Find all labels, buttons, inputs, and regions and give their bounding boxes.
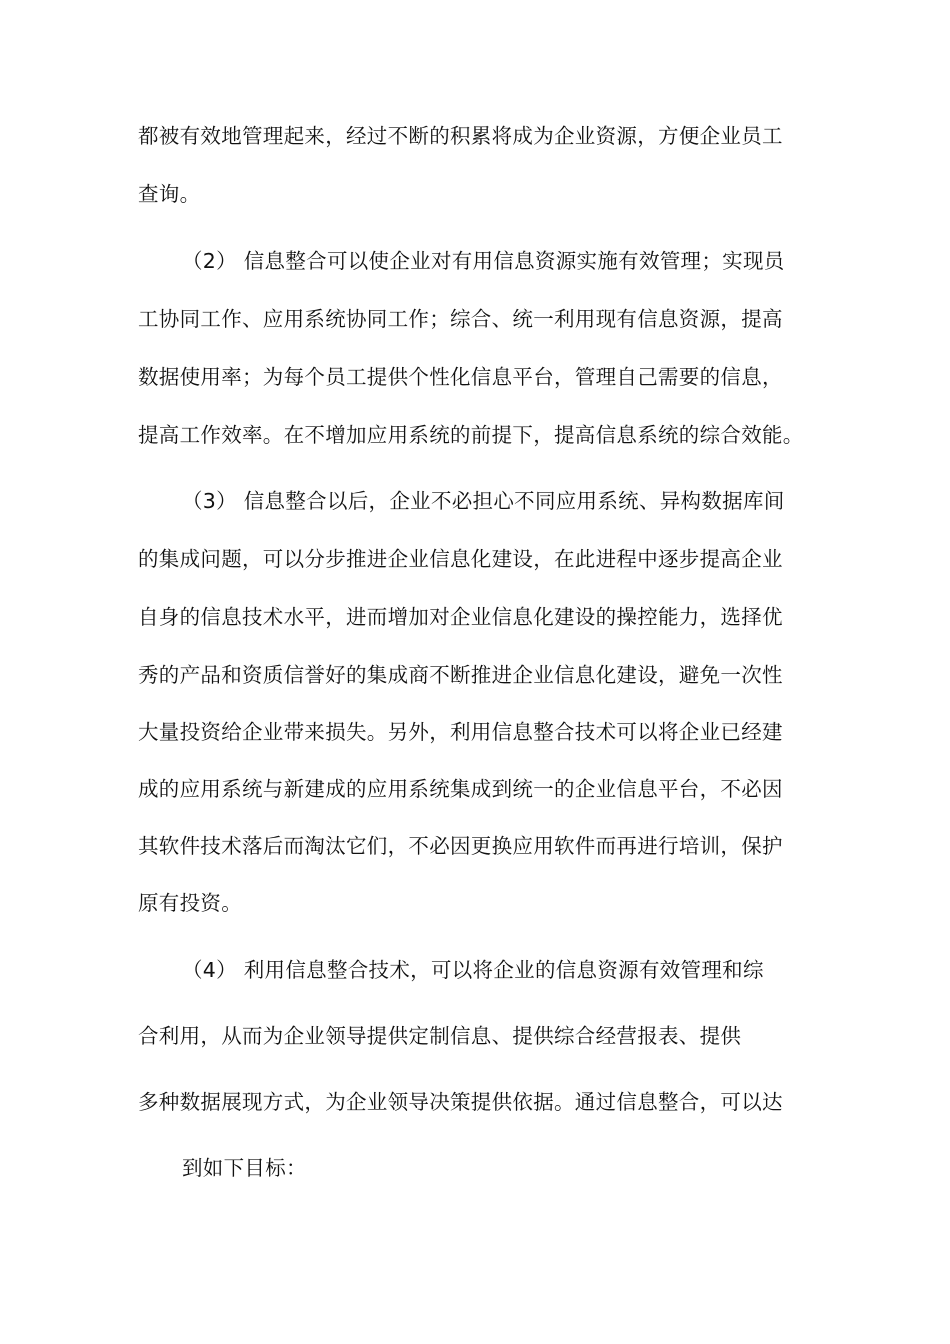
paragraph-2-line-2: 工协同工作、应用系统协同工作；综合、统一利用现有信息资源，提高 <box>138 307 783 331</box>
paragraph-2-line-3: 数据使用率；为每个员工提供个性化信息平台，管理自己需要的信息， <box>138 365 783 389</box>
paragraph-1-line-2: 查询。 <box>138 182 201 206</box>
paragraph-4-line-3: 多种数据展现方式，为企业领导决策提供依据。通过信息整合，可以达 <box>138 1090 783 1114</box>
paragraph-3-line-1: （3） 信息整合以后，企业不必担心不同应用系统、异构数据库间 <box>182 489 785 513</box>
paragraph-3-line-7: 其软件技术落后而淘汰它们，不必因更换应用软件而再进行培训，保护 <box>138 834 783 858</box>
paragraph-2-line-1: （2） 信息整合可以使企业对有用信息资源实施有效管理；实现员 <box>182 249 785 273</box>
paragraph-3-line-2: 的集成问题，可以分步推进企业信息化建设，在此进程中逐步提高企业 <box>138 547 783 571</box>
paragraph-4-line-4: 到如下目标： <box>182 1156 307 1180</box>
paragraph-3-line-4: 秀的产品和资质信誉好的集成商不断推进企业信息化建设，避免一次性 <box>138 663 783 687</box>
paragraph-3-line-5: 大量投资给企业带来损失。另外，利用信息整合技术可以将企业已经建 <box>138 720 783 744</box>
paragraph-1-line-1: 都被有效地管理起来，经过不断的积累将成为企业资源，方便企业员工 <box>138 124 783 148</box>
paragraph-3-line-3: 自身的信息技术水平，进而增加对企业信息化建设的操控能力，选择优 <box>138 605 783 629</box>
paragraph-4-line-1: （4） 利用信息整合技术，可以将企业的信息资源有效管理和综 <box>182 958 764 982</box>
paragraph-3-line-8: 原有投资。 <box>138 891 242 915</box>
paragraph-4-line-2: 合利用，从而为企业领导提供定制信息、提供综合经营报表、提供 <box>138 1024 742 1048</box>
paragraph-3-line-6: 成的应用系统与新建成的应用系统集成到统一的企业信息平台，不必因 <box>138 777 783 801</box>
paragraph-2-line-4: 提高工作效率。在不增加应用系统的前提下，提高信息系统的综合效能。 <box>138 423 804 447</box>
